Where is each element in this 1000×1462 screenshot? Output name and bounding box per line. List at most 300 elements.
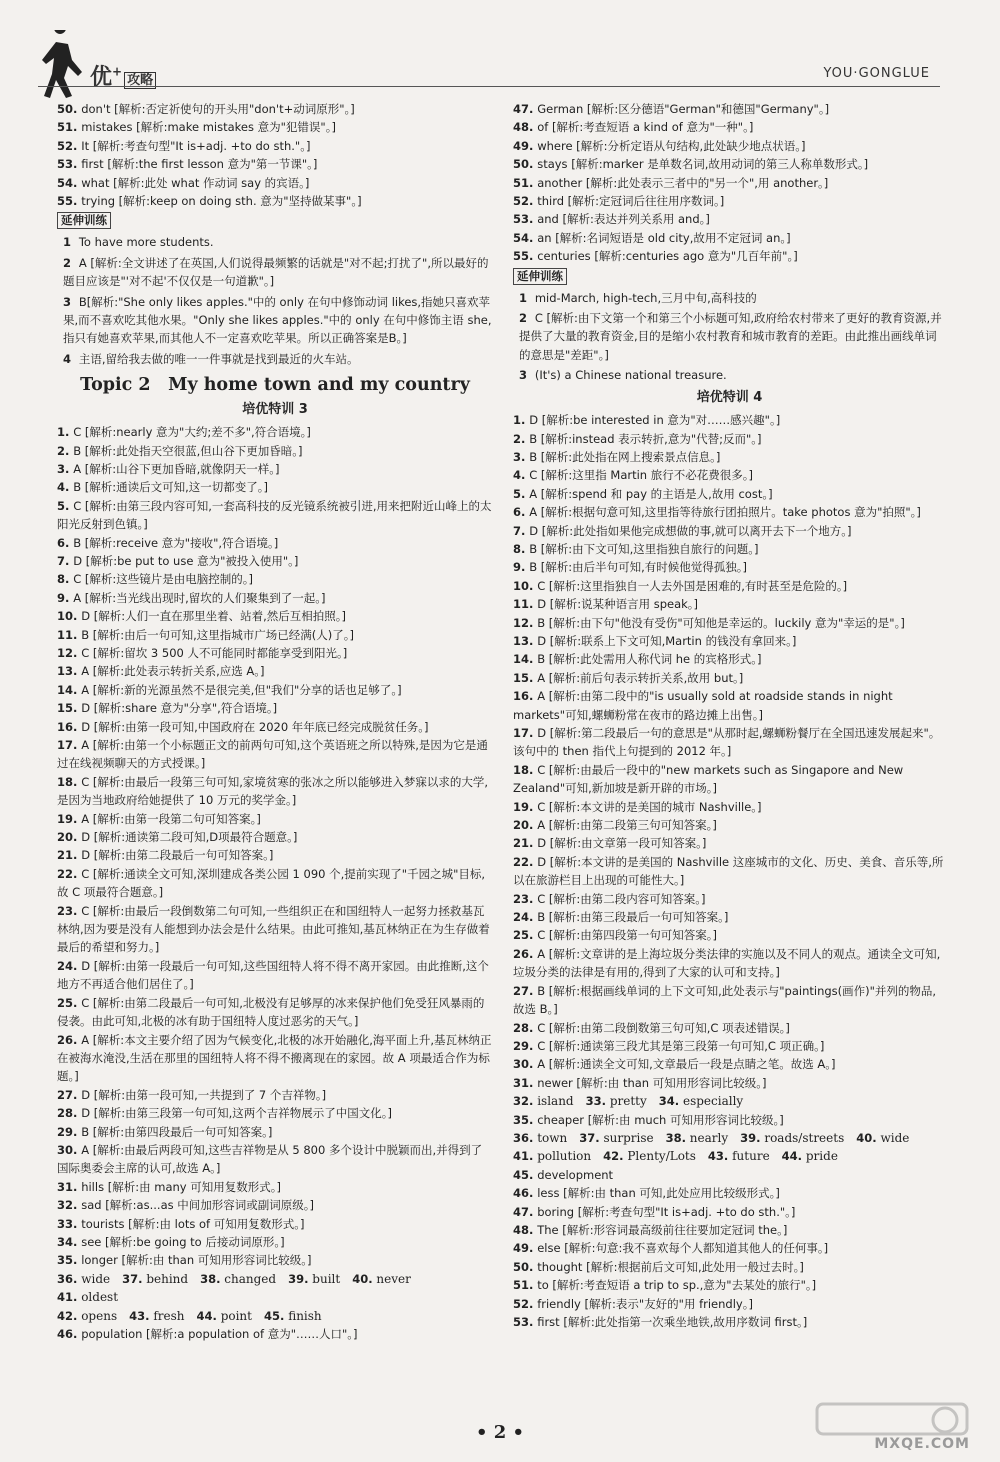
answer-item [513,210,946,228]
item-text: longer [解析:由 than 可知用形容词比较级。] [81,1253,312,1268]
answer-cell [579,1129,653,1147]
item-number: 41. [57,1290,78,1305]
item-number: 26. [57,1032,78,1047]
item-text: B [解析:由后半句可知,有时候他觉得孤独。] [529,560,747,575]
item-text: B [解析:由第四段最后一句可知答案。] [81,1124,273,1139]
item-text: hills [解析:由 many 可知用复数形式。] [81,1179,281,1194]
item-text: A [解析:山谷下更加昏暗,就像阴天一样。] [73,461,280,476]
item-text: German [解析:区分德语"German"和德国"Germany"。] [537,102,830,116]
right-column [513,100,946,1331]
item-number: 1. [57,425,70,440]
brand-name: YOU·GONGLUE [823,66,930,81]
item-number: 2 [63,255,72,270]
answer-item [57,1215,493,1233]
item-number: 45. [263,1308,285,1323]
multi-answer-row [513,1092,946,1110]
item-number: 27. [57,1087,78,1102]
answer-item [57,1104,493,1122]
item-text: B [解析:receive 意为"接收",符合语境。] [73,535,279,550]
answer-item [513,908,946,926]
item-text: C [解析:由第二段内容可知答案。] [537,891,706,906]
answer-item [513,632,946,650]
item-number: 51. [513,175,534,190]
item-number: 28. [513,1020,534,1035]
item-number: 41. [513,1149,534,1164]
item-number: 8. [513,541,526,556]
item-number: 46. [57,1327,78,1341]
item-text: A [解析:此处表示转折关系,应选 A。] [81,664,265,679]
item-number: 21. [513,836,534,851]
answer-item [57,192,493,210]
item-number: 6. [513,505,526,520]
item-text: B[解析:"She only likes apples."中的 only 在句中修饰动词 likes,指她只喜欢苹果,而不喜欢吃其他水果。"Only she likes apples."中的 only 在句中修饰主语 she,指只有她喜欢苹果,而其他人不一定喜欢吃苹果。所以正确答案是B。] [63,294,492,346]
answer-item [57,1196,493,1214]
item-number: 37. [122,1271,143,1286]
item-number: 19. [57,811,78,826]
item-text: C [解析:通读第三段尤其是第三段第一句可知,C 项正确。] [537,1038,825,1053]
item-number: 2 [519,311,528,326]
item-text: B [解析:instead 表示转折,意为"代替;反而"。] [529,431,762,446]
item-number: 43. [707,1149,729,1164]
item-text: B [解析:由下文可知,这里指独自旅行的问题。] [529,541,759,556]
item-text: wide [81,1271,111,1286]
answer-item [513,558,946,576]
item-text: D [解析:share 意为"分享",符合语境。] [81,701,278,716]
answer-row [513,1129,946,1147]
item-text: opens [81,1308,118,1323]
extension-item [57,233,493,251]
item-text: newer [解析:由 than 可知用形容词比较级。] [537,1075,767,1090]
extension-item [513,289,946,307]
item-number: 5. [513,486,526,501]
item-text: To have more students. [78,235,214,250]
item-text: third [解析:定冠词后往往用序数词。] [537,194,725,209]
item-number: 3. [513,449,526,464]
item-text: D [解析:由第一段可知,中国政府在 2020 年年底已经完成脱贫任务。] [81,719,429,734]
item-number: 55. [513,249,534,264]
answer-cell [586,1092,647,1110]
answer-cell [513,1129,567,1147]
answer-item [57,644,493,662]
answer-item [513,430,946,448]
item-text: B [解析:由后一句可知,这里指城市广场已经满(人)了。] [81,627,354,642]
item-number: 27. [513,983,534,998]
item-number: 35. [57,1253,78,1268]
answer-item [513,174,946,192]
item-text: fresh [153,1308,185,1323]
answer-cell [196,1307,252,1325]
answer-item [57,681,493,699]
item-number: 17. [57,738,78,752]
item-text: A [解析:由第一段第二句可知答案。] [81,811,261,826]
item-number: 44. [781,1149,803,1164]
answer-item [513,229,946,247]
answer-item [57,865,493,902]
answer-item [57,100,493,118]
item-text: C [解析:本文讲的是美国的城市 Nashville。] [537,799,762,814]
answer-item [57,1178,493,1196]
item-number: 1. [513,413,526,428]
answer-item [57,1031,493,1086]
item-text: wide [880,1130,910,1145]
item-text: D [解析:be interested in 意为"对……感兴趣"。] [529,413,781,428]
item-text: D [解析:人们一直在那里坐着、站着,然后互相拍照。] [81,609,346,624]
left-column [57,100,493,1343]
answer-cell [352,1270,411,1288]
item-number: 38. [665,1130,686,1145]
multi-answer-rows [57,1270,493,1325]
item-text: another [解析:此处表示三者中的"另一个",用 another。] [537,175,829,190]
item-text: town [537,1130,568,1145]
item-text: B [解析:此处指在网上搜索景点信息。] [529,449,721,464]
drill-answer-list [57,423,493,1270]
item-number: 47. [513,102,534,116]
item-number: 12. [513,615,534,630]
item-number: 14. [513,652,534,667]
item-text: especially [682,1094,744,1109]
item-text: It [解析:考查句型"It is+adj. +to do sth."。] [81,138,311,153]
answer-list [513,1166,946,1332]
item-text: A [解析:由最后两段可知,这些吉祥物是从 5 800 多个设计中脱颖而出,并得到了国际奥委会主席的认可,故选 A。] [57,1142,483,1176]
answer-cell [288,1270,340,1288]
section-label-extension: 延伸训练 [513,268,567,285]
item-number: 10. [513,578,534,593]
item-text: D [解析:由第三段第一句可知,这两个吉祥物展示了中国文化。] [81,1106,392,1121]
answer-item [513,1313,946,1331]
section-label-extension: 延伸训练 [57,212,111,229]
item-number: 3 [519,368,528,383]
item-number: 25. [513,928,534,943]
answer-item [513,595,946,613]
item-number: 4. [513,468,526,483]
answer-cell [666,1129,729,1147]
answer-row [57,1307,493,1325]
answer-list [513,100,946,266]
item-number: 54. [513,230,534,245]
item-number: 36. [57,1271,78,1286]
item-text: B [解析:由第三段最后一句可知答案。] [537,910,729,925]
item-text: D [解析:说某种语言用 speak。] [537,597,699,612]
answer-item [513,247,946,265]
item-text: B [解析:由下句"他没有受伤"可知他是幸运的。luckily 意为"幸运的是"。] [537,615,905,630]
answer-item [57,1251,493,1269]
answer-item [57,810,493,828]
item-number: 30. [513,1057,534,1072]
item-text: first [解析:此处指第一次乘坐地铁,故用序数词 first。] [537,1315,808,1329]
item-text: first [解析:the first lesson 意为"第一节课"。] [81,157,318,172]
item-text: pride [805,1149,838,1164]
answer-item [57,478,493,496]
item-text: A [解析:前后句表示转折关系,故用 but。] [537,670,744,685]
item-text: D [解析:本文讲的是美国的 Nashville 这座城市的文化、历史、美食、音乐等,所以在旅游栏目上出现的可能性大。] [513,854,944,888]
item-text: Plenty/Lots [627,1149,696,1164]
item-text: see [解析:be going to 后接动词原形。] [81,1234,285,1249]
answer-cell [57,1307,117,1325]
item-number: 2. [513,431,526,446]
answer-item [57,957,493,994]
answer-item [57,460,493,478]
item-text: D [解析:此处指如果他完成想做的事,就可以离开去下一个地方。] [529,523,852,538]
answer-item [57,118,493,136]
item-text: C [解析:由第三段内容可知,一套高科技的反光镜系统被引进,用来把附近山峰上的太阳光反射到色镇。] [57,498,492,532]
answer-item [513,118,946,136]
item-text: future [732,1149,770,1164]
answer-item [57,607,493,625]
item-number: 1 [519,290,528,305]
extension-item [57,293,493,348]
item-text: roads/streets [764,1130,845,1145]
item-text: A [解析:本文主要介绍了因为气候变化,北极的冰开始融化,海平面上升,基瓦林纳正在被海水淹没,生活在那里的国纽特人将不得不搬离现在的家园。故 A 项最适合作为标题。] [57,1032,492,1084]
item-number: 32. [57,1198,78,1213]
item-text: C [解析:由最后一段第三句可知,家境贫寒的张冰之所以能够进入梦寐以求的大学,是因为当地政府给她提供了 10 万元的奖学金。] [57,774,489,808]
answer-row [57,1270,493,1307]
page-number: • 2 • [475,1422,525,1443]
item-text: less [解析:由 than 可知,此处应用比较级形式。] [537,1186,780,1201]
item-number: 3 [63,294,72,309]
item-text: island [537,1094,574,1109]
item-number: 20. [513,818,534,833]
item-number: 39. [740,1130,761,1145]
answer-item [57,155,493,173]
item-number: 49. [513,1241,534,1256]
answer-cell [200,1270,276,1288]
item-text: sad [解析:as...as 中间加形容词或副词原级。] [81,1198,314,1213]
item-number: 40. [352,1271,373,1286]
item-text: cheaper [解析:由 much 可知用形容词比较级。] [537,1112,784,1127]
item-number: 7. [513,523,526,538]
multi-answer-row [513,1129,946,1147]
item-text: C [解析:由第二段最后一句可知,北极没有足够厚的冰来保护他们免受狂风暴雨的侵袭。由此可知,北极的冰有助于国纽特人度过恶劣的天气。] [57,995,485,1029]
item-text: A [解析:文章讲的是上海垃圾分类法律的实施以及不同人的观点。通读全文可知,垃圾分类的法律是有用的,得到了大家的认可和支持。] [513,946,941,980]
answer-item [57,828,493,846]
item-text: stays [解析:marker 是单数名词,故用动词的第三人称单数形式。] [537,157,869,172]
item-text: and [解析:表达并列关系用 and。] [537,212,710,227]
answer-item [57,773,493,810]
answer-cell [740,1129,844,1147]
answer-item [513,1074,946,1092]
item-text: C [解析:留坎 3 500 人不可能同时都能享受到阳光。] [81,645,348,660]
item-number: 51. [57,120,78,135]
answer-item [513,798,946,816]
item-number: 6. [57,535,70,550]
answer-item [57,1325,493,1343]
answer-cell [122,1270,188,1288]
answer-cell [129,1307,184,1325]
item-number: 13. [57,664,78,679]
item-number: 42. [603,1149,624,1164]
item-number: 15. [57,701,78,716]
item-text: C [解析:由最后一段中的"new markets such as Singapore and New Zealand"可知,新加坡是新开辟的市场。] [513,762,904,796]
item-number: 16. [57,719,78,734]
item-text: an [解析:名词短语是 old city,故用不定冠词 an。] [537,230,791,245]
item-number: 20. [57,830,78,845]
item-number: 35. [513,1112,534,1127]
item-text: don't [解析:否定祈使句的开头用"don't+动词原形"。] [81,102,355,116]
item-text: A [解析:新的光源虽然不是很完美,但"我们"分享的话也足够了。] [81,682,402,697]
answer-item [513,466,946,484]
item-number: 19. [513,799,534,814]
answer-item [513,1239,946,1257]
drill-title: 培优特训 3 [242,401,308,417]
answer-cell [513,1147,591,1165]
item-number: 8. [57,572,70,587]
answer-cell [264,1307,322,1325]
answer-row [513,1092,946,1110]
extension-list [513,289,946,385]
answer-item [513,192,946,210]
answer-item [513,1111,946,1129]
item-number: 32. [513,1094,534,1109]
answer-item [57,589,493,607]
item-number: 50. [57,102,78,116]
answer-item [57,662,493,680]
item-number: 21. [57,848,78,863]
item-number: 44. [196,1308,217,1323]
answer-item [57,699,493,717]
item-text: The [解析:形容词最高级前往往要加定冠词 the。] [537,1222,788,1237]
item-number: 31. [57,1179,78,1194]
answer-item [57,552,493,570]
answer-item [513,1166,946,1184]
item-text: behind [146,1271,189,1286]
item-text: trying [解析:keep on doing sth. 意为"坚持做某事"。] [81,194,362,209]
item-number: 48. [513,1222,534,1237]
item-number: 3. [57,461,70,476]
answer-item [57,718,493,736]
item-text: (It's) a Chinese national treasure. [534,368,727,383]
item-text: centuries [解析:centuries ago 意为"几百年前"。] [537,249,798,264]
item-text: C [解析:这些镜片是由电脑控制的。] [73,572,253,587]
item-number: 43. [129,1308,150,1323]
answer-row [513,1147,946,1165]
answer-item [513,411,946,429]
answer-item [513,577,946,595]
answer-cell [603,1147,696,1165]
item-number: 45. [513,1167,534,1182]
page-header [0,0,1000,100]
item-text: friendly [解析:表示"友好的"用 friendly。] [537,1296,753,1311]
item-number: 52. [513,194,534,209]
item-number: 52. [513,1296,534,1311]
item-text: D [解析:第二段最后一句的意思是"从那时起,螺蛳粉餐厅在全国迅速发展起来"。该句中的 then 指代上句提到的 2012 年。] [513,726,941,759]
item-text: mistakes [解析:make mistakes 意为"犯错误"。] [81,120,336,135]
answer-item [57,994,493,1031]
answer-item [57,1141,493,1178]
item-text: B [解析:此处需用人称代词 he 的宾格形式。] [537,652,762,667]
answer-item [513,669,946,687]
item-text: tourists [解析:由 lots of 可知用复数形式。] [81,1216,305,1231]
answer-cell [513,1092,574,1110]
item-text: B [解析:通读后文可知,这一切都变了。] [73,480,268,495]
answer-item [513,853,946,890]
item-text: D [解析:由第一段最后一句可知,这些国纽特人将不得不离开家园。由此推断,这个地方不再适合他们居住了。] [57,958,489,992]
item-number: 40. [856,1130,877,1145]
answer-item [513,1221,946,1239]
answer-item [513,155,946,173]
item-number: 5. [57,498,70,513]
item-number: 52. [57,138,78,153]
item-number: 51. [513,1278,534,1293]
answer-item [513,1203,946,1221]
item-number: 36. [513,1130,534,1145]
item-number: 50. [513,1259,534,1274]
item-text: A [解析:通读全文可知,文章最后一段是点睛之笔。故选 A。] [537,1057,836,1072]
answer-item [513,1055,946,1073]
item-number: 33. [57,1216,78,1231]
item-text: what [解析:此处 what 作动词 say 的宾语。] [81,175,310,190]
item-number: 47. [513,1204,534,1219]
item-number: 53. [57,157,78,172]
answer-item [513,503,946,521]
item-text: built [312,1271,341,1286]
item-text: D [解析:通读第二段可知,D项最符合题意。] [81,830,298,845]
answer-cell [57,1270,110,1288]
answer-item [513,834,946,852]
item-number: 11. [57,627,78,642]
item-number: 50. [513,157,534,172]
item-number: 34. [658,1094,680,1109]
item-text: thought [解析:根据前后文可知,此处用一般过去时。] [537,1259,804,1274]
item-text: nearly [689,1130,729,1145]
answer-item [513,1184,946,1202]
answer-list [57,1325,493,1343]
item-number: 4. [57,480,70,495]
answer-item [57,534,493,552]
watermark-text: MXQE.COM [874,1436,970,1452]
item-number: 55. [57,194,78,209]
item-number: 30. [57,1142,78,1157]
answer-item [513,1295,946,1313]
answer-item [513,614,946,632]
item-number: 46. [513,1186,534,1201]
item-number: 48. [513,120,534,135]
item-text: A [解析:全文讲述了在英国,人们说得最频繁的话就是"对不起;打扰了",所以最好的题目应该是"'对不起'不仅仅是一句道歉"。] [63,255,489,289]
answer-item [57,846,493,864]
extension-list [57,233,493,368]
item-text: A [解析:由第一个小标题正文的前两句可知,这个英语班之所以特殊,是因为它是通过在线视频聊天的方式授课。] [57,738,488,771]
answer-item [57,423,493,441]
answer-cell [708,1147,770,1165]
answer-item [57,1123,493,1141]
extension-item [513,309,946,364]
item-text: D [解析:由第二段最后一句可知答案。] [81,848,274,863]
item-text: oldest [81,1290,119,1305]
answer-list [513,1111,946,1129]
item-text: A [解析:由第二段中的"is usually sold at roadside stands in night markets"可知,螺蛳粉常在夜市的路边摊上出售。] [513,689,893,722]
item-number: 38. [200,1271,221,1286]
item-number: 25. [57,995,78,1010]
answer-item [513,945,946,982]
answer-cell [782,1147,838,1165]
answer-item [513,540,946,558]
answer-item [513,687,946,724]
item-text: pollution [537,1149,592,1164]
item-number: 9. [57,590,70,605]
item-text: B [解析:根据画线单词的上下文可知,此处表示与"paintings(画作)"并列的物品,故选 B。] [513,983,937,1017]
answer-item [57,570,493,588]
answer-item [513,1276,946,1294]
item-text: B [解析:此处指天空很蓝,但山谷下更加昏暗。] [73,443,303,458]
item-number: 22. [57,866,78,881]
answer-item [513,982,946,1019]
answer-item [57,1086,493,1104]
item-text: C [解析:通读全文可知,深圳建成各类公园 1 090 个,提前实现了"千园之城"目标,故 C 项最符合题意。] [57,866,486,900]
item-number: 42. [57,1308,78,1323]
item-text: development [537,1167,614,1182]
item-number: 18. [513,762,534,777]
item-number: 9. [513,560,526,575]
item-number: 13. [513,633,534,648]
